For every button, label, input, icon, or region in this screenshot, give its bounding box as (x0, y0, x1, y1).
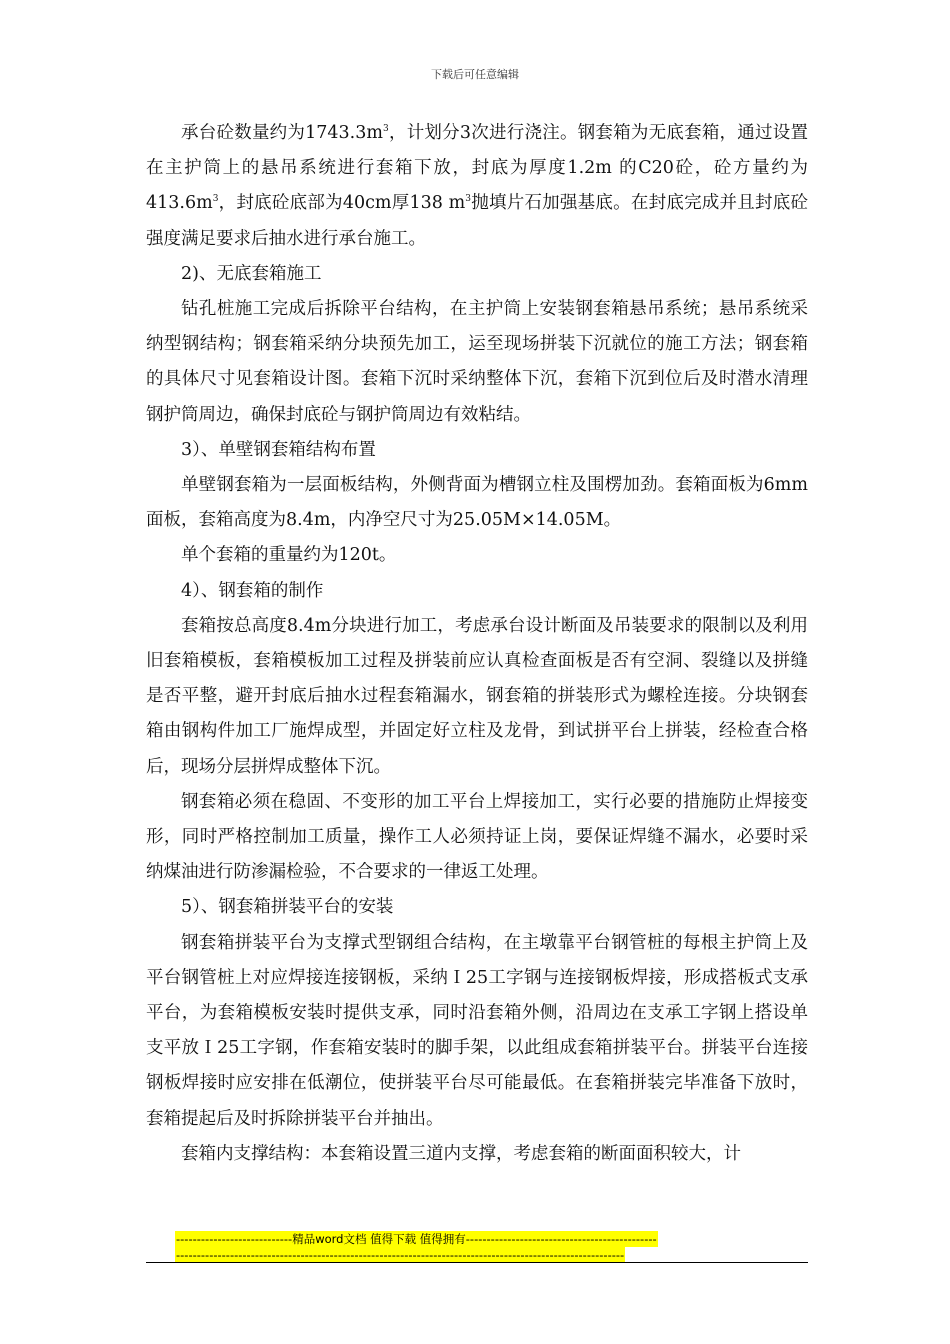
paragraph-concrete-volume: 承台砼数量约为$1743.3m^3$，计划分3次进行浇注。钢套箱为无底套箱，通过设置在主护筒上的悬吊系统进行套箱下放，封底为厚度1.2m 的C20砼，砼方量约为$413.6m^3$，封底砼底部为40cm厚138 $m^3$抛填片石加强基底。在封底完成并且封底砼强度满足要求后抽水进行承台施工。 (146, 123, 809, 249)
paragraph-platform: 钢套箱拼装平台为支撑式型钢组合结构，在主墩靠平台钢管桩的每根主护筒上及平台钢管桩上对应焊接连接钢板，采纳Ｉ25工字钢与连接钢板焊接，形成搭板式支承平台，为套箱模板安装时提供支承，同时沿套箱外侧，沿周边在支承工字钢上搭设单支平放Ｉ25工字钢，作套箱安装时的脚手架，以此组成套箱拼装平台。拼装平台连接钢板焊接时应安排在低潮位，使拼装平台尽可能最低。在套箱拼装完毕准备下放时，套箱提起后及时拆除拼装平台并抽出。 (146, 932, 808, 1129)
page-footer (175, 1231, 658, 1263)
superscript: 3 (382, 124, 389, 135)
section-heading-2: 2)、无底套箱施工 (181, 263, 322, 284)
section-heading-3: 3）、单壁钢套箱结构布置 (181, 439, 376, 460)
paragraph-internal-support: 套箱内支撑结构：本套箱设置三道内支撑，考虑套箱的断面面积较大，计 (181, 1143, 741, 1164)
footer-banner-line-2: ------------------------------------------------------------------------------------------------------------ (176, 1248, 625, 1262)
paragraph-weight: 单个套箱的重量约为120t。 (181, 545, 397, 566)
section-heading-4: 4）、钢套箱的制作 (181, 580, 324, 601)
page-header: 下载后可任意编辑 (431, 68, 519, 81)
footer-divider (146, 1262, 808, 1263)
superscript: 3 (212, 194, 219, 205)
paragraph-single-wall: 单壁钢套箱为一层面板结构，外侧背面为槽钢立柱及围楞加劲。套箱面板为6mm面板，套箱高度为8.4m，内净空尺寸为25.05M×14.05M。 (146, 475, 808, 531)
paragraph-bottomless-box: 钻孔桩施工完成后拆除平台结构，在主护筒上安装钢套箱悬吊系统；悬吊系统采纳型钢结构；钢套箱采纳分块预先加工，运至现场拼装下沉就位的施工方法；钢套箱的具体尺寸见套箱设计图。套箱下沉时采纳整体下沉，套箱下沉到位后及时潜水清理钢护筒周边，确保封底砼与钢护筒周边有效粘结。 (146, 299, 808, 425)
footer-banner-line-1: ----------------------------精品word文档 值得下载 值得拥有---------------------------------------------- (176, 1232, 657, 1246)
document-body (146, 116, 808, 1172)
paragraph-fabrication: 套箱按总高度8.4m分块进行加工，考虑承台设计断面及吊装要求的限制以及利用旧套箱模板，套箱模板加工过程及拼装前应认真检查面板是否有空洞、裂缝以及拼缝是否平整，避开封底后抽水过程套箱漏水，钢套箱的拼装形式为螺栓连接。分块钢套箱由钢构件加工厂施焊成型，并固定好立柱及龙骨，到试拼平台上拼装，经检查合格后，现场分层拼焊成整体下沉。 (146, 615, 808, 777)
superscript: 3 (465, 194, 471, 205)
paragraph-welding: 钢套箱必须在稳固、不变形的加工平台上焊接加工，实行必要的措施防止焊接变形，同时严格控制加工质量，操作工人必须持证上岗，要保证焊缝不漏水，必要时采纳煤油进行防渗漏检验，不合要求的一律返工处理。 (146, 791, 808, 883)
section-heading-5: 5）、钢套箱拼装平台的安装 (181, 897, 394, 918)
